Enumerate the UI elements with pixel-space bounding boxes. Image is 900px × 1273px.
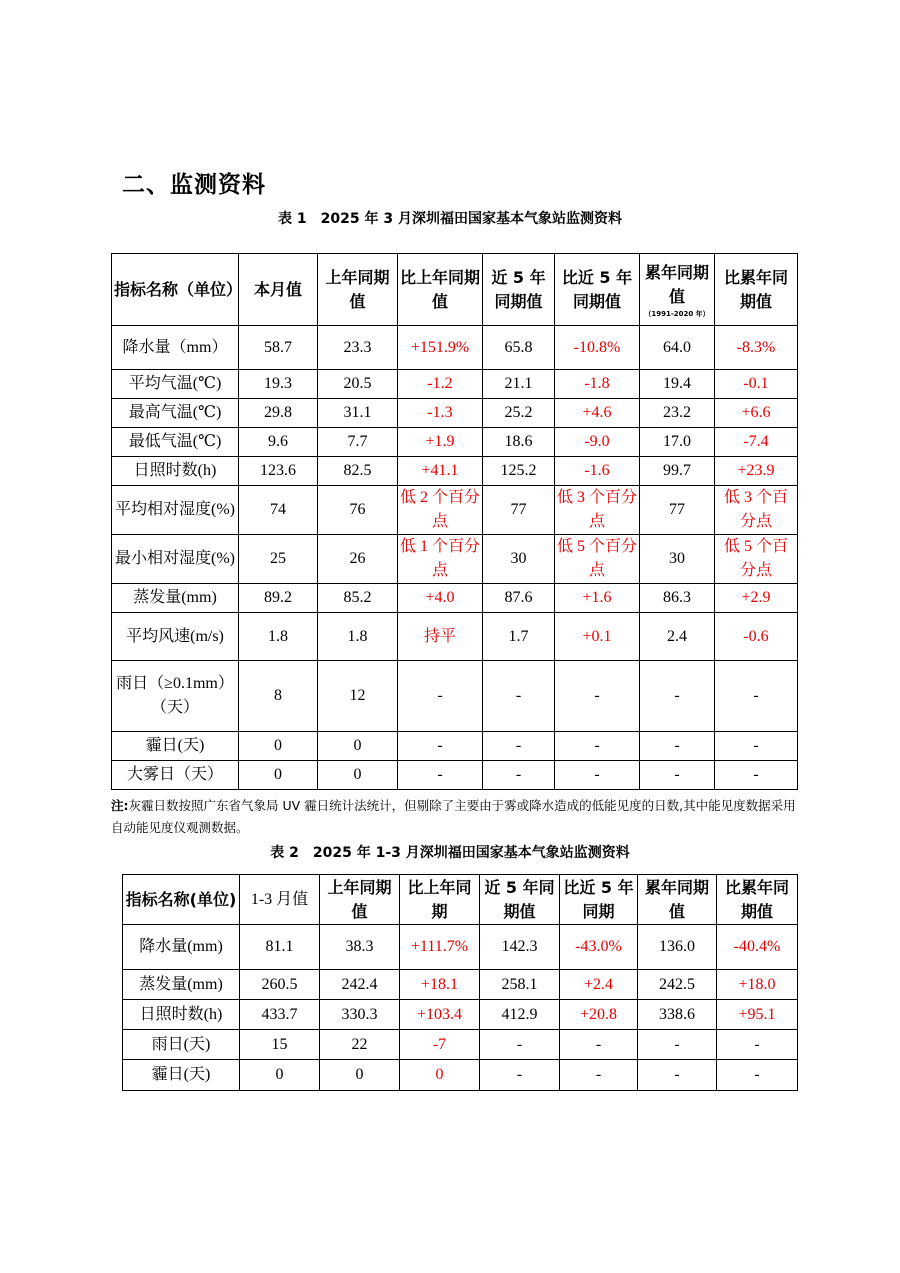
table-cell: 17.0 xyxy=(640,428,715,457)
table-cell: 1.8 xyxy=(318,613,398,661)
table-cell: 25 xyxy=(239,535,318,584)
table-cell: 0 xyxy=(239,761,318,790)
header-cell: 比近 5 年同期值 xyxy=(555,254,640,326)
table-cell: - xyxy=(715,761,798,790)
table-cell: +18.1 xyxy=(400,970,480,1000)
table-cell: 58.7 xyxy=(239,326,318,370)
table-cell: 持平 xyxy=(398,613,483,661)
table-cell: 0 xyxy=(318,761,398,790)
table-cell: - xyxy=(638,1030,717,1060)
table-cell: 81.1 xyxy=(240,925,320,970)
table-cell: - xyxy=(560,1030,638,1060)
row-label: 最小相对湿度(%) xyxy=(112,535,239,584)
table-cell: - xyxy=(560,1060,638,1091)
table-cell: - xyxy=(483,732,555,761)
table-row xyxy=(112,370,798,399)
table-note xyxy=(111,795,801,839)
table-cell: 64.0 xyxy=(640,326,715,370)
table-cell: - xyxy=(640,761,715,790)
table-cell: +1.6 xyxy=(555,584,640,613)
table-cell: 86.3 xyxy=(640,584,715,613)
table-cell: 338.6 xyxy=(638,1000,717,1030)
table-cell: 85.2 xyxy=(318,584,398,613)
table-cell: - xyxy=(640,661,715,732)
table-cell: 0 xyxy=(240,1060,320,1091)
table-cell: 260.5 xyxy=(240,970,320,1000)
table-cell: 低 5 个百分点 xyxy=(555,535,640,584)
row-label: 蒸发量(mm) xyxy=(112,584,239,613)
table2-caption: 表 2 2025 年 1-3 月深圳福田国家基本气象站监测资料 xyxy=(270,845,630,861)
period-note: （1991-2020 年） xyxy=(644,309,710,318)
table-cell: -1.8 xyxy=(555,370,640,399)
row-label: 最低气温(℃) xyxy=(112,428,239,457)
table-cell: - xyxy=(638,1060,717,1091)
row-label: 最高气温(℃) xyxy=(112,399,239,428)
table-cell: 25.2 xyxy=(483,399,555,428)
table-cell: - xyxy=(480,1030,560,1060)
header-cell: 近 5 年同期值 xyxy=(480,875,560,925)
quarterly-monitoring-table xyxy=(122,874,798,1091)
table-cell: - xyxy=(717,1030,798,1060)
table-cell: +1.9 xyxy=(398,428,483,457)
table-row xyxy=(123,1000,798,1030)
table-cell: 23.2 xyxy=(640,399,715,428)
header-cell: 上年同期值 xyxy=(318,254,398,326)
table-cell: 1.8 xyxy=(239,613,318,661)
table-row xyxy=(112,486,798,535)
table-cell: 0 xyxy=(239,732,318,761)
table-cell: - xyxy=(398,732,483,761)
header-cell: 指标名称(单位) xyxy=(123,875,240,925)
row-label: 平均相对湿度(%) xyxy=(112,486,239,535)
table-cell: 29.8 xyxy=(239,399,318,428)
table-cell: 87.6 xyxy=(483,584,555,613)
table-cell: 21.1 xyxy=(483,370,555,399)
table-cell: -40.4% xyxy=(717,925,798,970)
table-cell: 74 xyxy=(239,486,318,535)
table-cell: +103.4 xyxy=(400,1000,480,1030)
row-label: 大雾日（天） xyxy=(112,761,239,790)
table-cell: -10.8% xyxy=(555,326,640,370)
table-cell: 低 3 个百分点 xyxy=(715,486,798,535)
table-row xyxy=(112,535,798,584)
table-cell: 76 xyxy=(318,486,398,535)
row-label: 日照时数(h) xyxy=(112,457,239,486)
table-cell: -1.6 xyxy=(555,457,640,486)
table1-caption: 表 1 2025 年 3 月深圳福田国家基本气象站监测资料 xyxy=(278,211,622,227)
table-cell: 258.1 xyxy=(480,970,560,1000)
monthly-monitoring-table xyxy=(111,253,798,790)
table-cell: -1.3 xyxy=(398,399,483,428)
table-cell: - xyxy=(640,732,715,761)
table-cell: 2.4 xyxy=(640,613,715,661)
table-cell: 9.6 xyxy=(239,428,318,457)
table-cell: - xyxy=(555,761,640,790)
table-cell: 123.6 xyxy=(239,457,318,486)
row-label: 平均风速(m/s) xyxy=(112,613,239,661)
table-cell: 19.4 xyxy=(640,370,715,399)
table-cell: -8.3% xyxy=(715,326,798,370)
table-cell: 15 xyxy=(240,1030,320,1060)
table-cell: 低 1 个百分点 xyxy=(398,535,483,584)
table-cell: -7.4 xyxy=(715,428,798,457)
table-cell: 330.3 xyxy=(320,1000,400,1030)
table-cell: 7.7 xyxy=(318,428,398,457)
note-label: 注: xyxy=(111,798,129,813)
table-cell: -0.6 xyxy=(715,613,798,661)
table-cell: +4.0 xyxy=(398,584,483,613)
table-header-row xyxy=(112,254,798,326)
table-cell: 19.3 xyxy=(239,370,318,399)
table-cell: +151.9% xyxy=(398,326,483,370)
table-row xyxy=(123,970,798,1000)
table-cell: 38.3 xyxy=(320,925,400,970)
table-cell: - xyxy=(483,661,555,732)
table-row xyxy=(112,428,798,457)
table-cell: 77 xyxy=(483,486,555,535)
table-cell: -43.0% xyxy=(560,925,638,970)
table-cell: 136.0 xyxy=(638,925,717,970)
table-cell: 8 xyxy=(239,661,318,732)
table-cell: - xyxy=(480,1060,560,1091)
table-cell: 0 xyxy=(320,1060,400,1091)
table-cell: - xyxy=(715,661,798,732)
table-row xyxy=(112,613,798,661)
table-row xyxy=(112,761,798,790)
row-label: 雨日(天) xyxy=(123,1030,240,1060)
table-cell: - xyxy=(555,661,640,732)
table-cell: 142.3 xyxy=(480,925,560,970)
table-header-row xyxy=(123,875,798,925)
table-cell: 26 xyxy=(318,535,398,584)
table-cell: +41.1 xyxy=(398,457,483,486)
table-cell: +2.9 xyxy=(715,584,798,613)
table-row xyxy=(123,1030,798,1060)
row-label: 雨日（≥0.1mm）（天） xyxy=(112,661,239,732)
table-row xyxy=(112,661,798,732)
table-cell: 82.5 xyxy=(318,457,398,486)
table-cell: 0 xyxy=(400,1060,480,1091)
table-cell: +6.6 xyxy=(715,399,798,428)
header-cell: 比上年同期 xyxy=(400,875,480,925)
header-cell: 比累年同期值 xyxy=(715,254,798,326)
row-label: 霾日(天) xyxy=(123,1060,240,1091)
table-cell: - xyxy=(398,761,483,790)
table-cell: +18.0 xyxy=(717,970,798,1000)
table-row xyxy=(112,326,798,370)
table-cell: +23.9 xyxy=(715,457,798,486)
table-cell: -1.2 xyxy=(398,370,483,399)
table-cell: +4.6 xyxy=(555,399,640,428)
table-cell: - xyxy=(483,761,555,790)
table-cell: 低 5 个百分点 xyxy=(715,535,798,584)
row-label: 平均气温(℃) xyxy=(112,370,239,399)
table-cell: +95.1 xyxy=(717,1000,798,1030)
table-cell: +0.1 xyxy=(555,613,640,661)
table-cell: -9.0 xyxy=(555,428,640,457)
table-cell: 18.6 xyxy=(483,428,555,457)
table-cell: 1.7 xyxy=(483,613,555,661)
table-cell: +2.4 xyxy=(560,970,638,1000)
row-label: 降水量（mm） xyxy=(112,326,239,370)
table-cell: 89.2 xyxy=(239,584,318,613)
header-cell: 累年同期值 xyxy=(638,875,717,925)
table-cell: 12 xyxy=(318,661,398,732)
table-cell: 20.5 xyxy=(318,370,398,399)
table-row xyxy=(123,1060,798,1091)
table-cell: 99.7 xyxy=(640,457,715,486)
row-label: 日照时数(h) xyxy=(123,1000,240,1030)
table-cell: - xyxy=(555,732,640,761)
table-row xyxy=(123,925,798,970)
table-row xyxy=(112,457,798,486)
table-cell: 125.2 xyxy=(483,457,555,486)
table-cell: 22 xyxy=(320,1030,400,1060)
table-cell: 77 xyxy=(640,486,715,535)
table-cell: 433.7 xyxy=(240,1000,320,1030)
table-cell: 412.9 xyxy=(480,1000,560,1030)
header-cell: 1-3 月值 xyxy=(240,875,320,925)
table-cell: - xyxy=(398,661,483,732)
table-cell: -0.1 xyxy=(715,370,798,399)
header-cell: 上年同期值 xyxy=(320,875,400,925)
row-label: 霾日(天) xyxy=(112,732,239,761)
header-cell: 近 5 年同期值 xyxy=(483,254,555,326)
table-cell: 242.4 xyxy=(320,970,400,1000)
header-cell: 比近 5 年同期 xyxy=(560,875,638,925)
section-title: 二、监测资料 xyxy=(122,172,266,198)
table-row xyxy=(112,399,798,428)
table-cell: 0 xyxy=(318,732,398,761)
table-cell: 30 xyxy=(640,535,715,584)
table-cell: +111.7% xyxy=(400,925,480,970)
table-cell: 低 3 个百分点 xyxy=(555,486,640,535)
table-cell: - xyxy=(715,732,798,761)
header-cell: 指标名称（单位） xyxy=(112,254,239,326)
header-cell: 本月值 xyxy=(239,254,318,326)
header-cell: 比累年同期值 xyxy=(717,875,798,925)
table-cell: 242.5 xyxy=(638,970,717,1000)
table-row xyxy=(112,584,798,613)
table-cell: - xyxy=(717,1060,798,1091)
header-cell: 比上年同期值 xyxy=(398,254,483,326)
table-cell: 65.8 xyxy=(483,326,555,370)
table-cell: 31.1 xyxy=(318,399,398,428)
table-cell: 30 xyxy=(483,535,555,584)
table-row xyxy=(112,732,798,761)
table-cell: 23.3 xyxy=(318,326,398,370)
table-cell: -7 xyxy=(400,1030,480,1060)
row-label: 降水量(mm) xyxy=(123,925,240,970)
table-cell: +20.8 xyxy=(560,1000,638,1030)
note-text: 灰霾日数按照广东省气象局 UV 霾日统计法统计，但剔除了主要由于雾或降水造成的低能见度的日数,其中能见度数据采用自动能见度仪观测数据。 xyxy=(111,798,796,835)
header-cell: 累年同期值 （1991-2020 年） xyxy=(640,254,715,326)
table-cell: 低 2 个百分点 xyxy=(398,486,483,535)
row-label: 蒸发量(mm) xyxy=(123,970,240,1000)
